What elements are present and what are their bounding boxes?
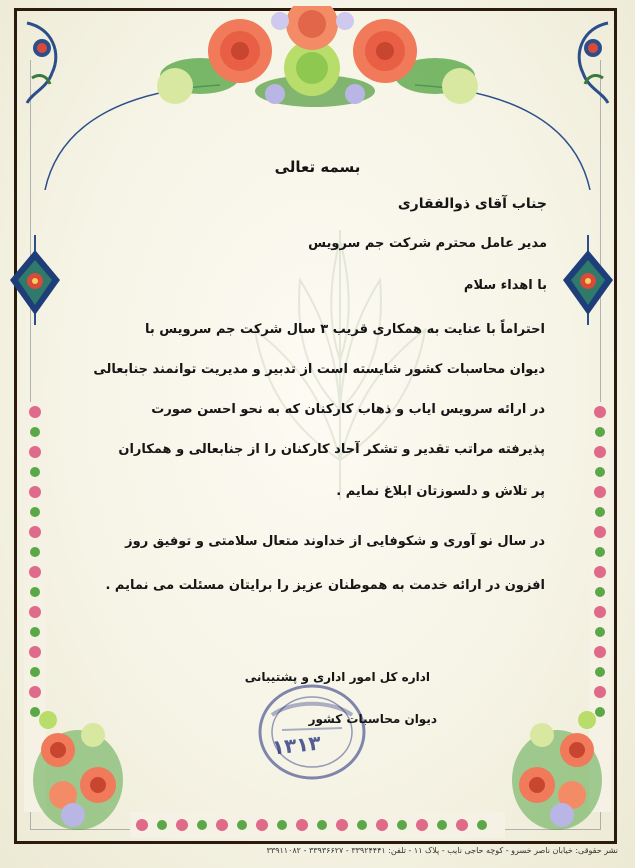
bottom-right-bouquet [502, 700, 607, 835]
bottom-left-bouquet [28, 700, 133, 835]
printer-footer: نشر حقوقی: خیابان ناصر خسرو - کوچه حاجی نایب - پلاک ۱۱ - تلفن: ۳۳۹۲۴۴۴۱ - ۳۳۹۳۶۶۲۷ - ۳۳۹۱۱۰۸۲ [266, 846, 618, 855]
paragraph2-line: در سال نو آوری و شکوفایی از خداوند متعال سلامتی و توفیق روز [125, 534, 545, 549]
medallion-right [558, 235, 618, 325]
paragraph1-line: در ارائه سرویس ایاب و ذهاب کارکنان که به نحو احسن صورت [151, 402, 545, 417]
paragraph1-line: پذیرفته مراتب تقدیر و تشکر آحاد کارکنان را از جنابعالی و همکاران [118, 442, 545, 457]
recipient-name: جناب آقای ذوالفقاری [397, 196, 547, 212]
paragraph2-line: افزون در ارائه خدمت به هموطنان عزیز را برایتان مسئلت می نمایم . [105, 578, 545, 593]
bottom-floral-strip [130, 812, 505, 838]
signature-department: اداره کل امور اداری و پشتیبانی [244, 670, 430, 684]
stamp-number: ۱۳۱۳ [270, 730, 322, 760]
recipient-position: مدیر عامل محترم شرکت جم سرویس [308, 236, 547, 251]
paragraph1-line: پر تلاش و دلسوزتان ابلاغ نمایم . [336, 484, 545, 499]
letter-heading: بسمه تعالی [274, 158, 361, 176]
medallion-left [5, 235, 65, 325]
signature-organization: دیوان محاسبات کشور [308, 712, 437, 726]
paragraph1-line: احتراماً با عنایت به همکاری قریب ۳ سال شرکت جم سرویس با [144, 322, 545, 337]
top-floral-bouquet [140, 6, 495, 111]
official-stamp [252, 670, 372, 790]
paragraph1-line: دیوان محاسبات کشور شایسته است از تدبیر و مدیریت توانمند جنابعالی [93, 362, 545, 377]
greeting: با اهداء سلام [463, 278, 547, 293]
